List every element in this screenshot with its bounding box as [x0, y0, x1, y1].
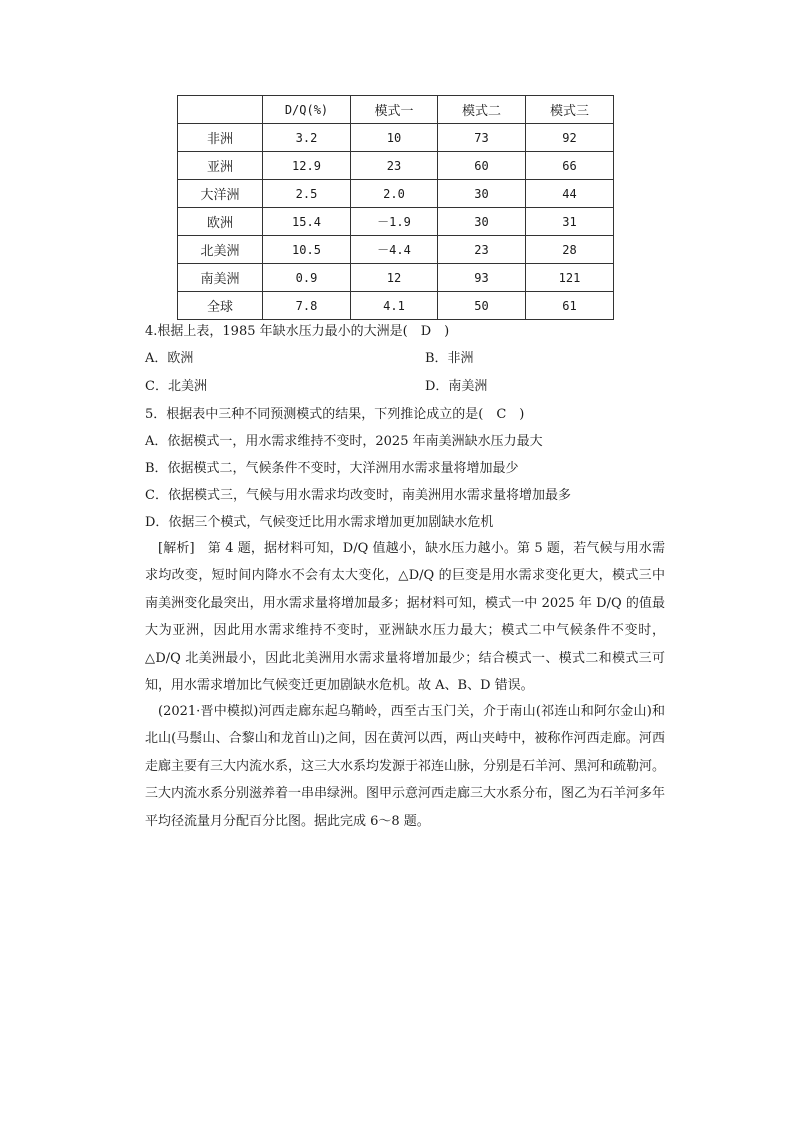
table-cell: 92	[526, 124, 614, 152]
q4-option-d: D．南美洲	[425, 379, 488, 394]
table-cell: 2.0	[351, 180, 438, 208]
table-cell: 61	[526, 292, 614, 320]
table-cell: 30	[438, 208, 526, 236]
table-row	[178, 264, 614, 292]
header-cell: 模式三	[526, 96, 614, 124]
table-cell: 66	[526, 152, 614, 180]
table-cell: 28	[526, 236, 614, 264]
table-cell: 23	[351, 152, 438, 180]
q5-option-c: C．依据模式三，气候与用水需求均改变时，南美洲用水需求量将增加最多	[145, 488, 571, 503]
table-cell: 北美洲	[178, 236, 263, 264]
table-row	[178, 292, 614, 320]
table-cell: 50	[438, 292, 526, 320]
water-stress-table	[177, 95, 614, 320]
table-row	[178, 236, 614, 264]
table-cell: 亚洲	[178, 152, 263, 180]
passage-paragraph: (2021·晋中模拟)河西走廊东起乌鞘岭，西至古玉门关，介于南山(祁连山和阿尔金山)和北山(马鬃山、合黎山和龙首山)之间，因在黄河以西，两山夹峙中，被称作河西走廊。河西走廊主要有三大内流水系，这三大水系均发源于祁连山脉，分别是石羊河、黑河和疏勒河。三大内流水系分别滋养着一串串绿洲。图甲示意河西走廊三大水系分布，图乙为石羊河多年平均径流量月分配百分比图。据此完成 6～8 题。	[145, 704, 666, 829]
table-cell: 12.9	[263, 152, 351, 180]
q4-option-a: A．欧洲	[145, 351, 194, 366]
table-cell: 0.9	[263, 264, 351, 292]
table-row	[178, 124, 614, 152]
table-cell: 44	[526, 180, 614, 208]
header-cell: D/Q(%)	[263, 96, 351, 124]
table-cell: 12	[351, 264, 438, 292]
table-cell: 15.4	[263, 208, 351, 236]
table-cell: 4.1	[351, 292, 438, 320]
q4-option-c: C．北美洲	[145, 379, 207, 394]
table-cell: 3.2	[263, 124, 351, 152]
table-row	[178, 208, 614, 236]
table-cell: 31	[526, 208, 614, 236]
table-cell: －4.4	[351, 236, 438, 264]
table-cell: 非洲	[178, 124, 263, 152]
table-cell: 121	[526, 264, 614, 292]
table-cell: 7.8	[263, 292, 351, 320]
q5-option-a: A．依据模式一，用水需求维持不变时，2025 年南美洲缺水压力最大	[145, 434, 543, 449]
table-cell: 23	[438, 236, 526, 264]
table-cell: 73	[438, 124, 526, 152]
header-cell: 模式一	[351, 96, 438, 124]
table-header-row	[178, 96, 614, 124]
analysis-paragraph: [解析] 第 4 题，据材料可知，D/Q 值越小，缺水压力越小。第 5 题，若气候与用水需求均改变，短时间内降水不会有太大变化，△D/Q 的巨变是用水需求变化更大，模式三中南美洲变化最突出，用水需求量将增加最多；据材料可知，模式一中 2025 年 D/Q 的值最大为亚洲，因此用水需求维持不变时，亚洲缺水压力最大；模式二中气候条件不变时，△D/Q 北美洲最小，因此北美洲用水需求量将增加最少；结合模式一、模式二和模式三可知，用水需求增加比气候变迁更加剧缺水危机。故 A、B、D 错误。	[145, 541, 665, 694]
table-cell: 10	[351, 124, 438, 152]
table-cell: 大洋洲	[178, 180, 263, 208]
table-cell: 60	[438, 152, 526, 180]
question-4-stem: 4.根据上表，1985 年缺水压力最小的大洲是( D )	[145, 324, 450, 339]
table-row	[178, 180, 614, 208]
table-cell: 全球	[178, 292, 263, 320]
q5-option-b: B．依据模式二，气候条件不变时，大洋洲用水需求量将增加最少	[145, 461, 519, 476]
q4-option-b: B．非洲	[425, 351, 474, 366]
header-cell	[178, 96, 263, 124]
table-cell: 欧洲	[178, 208, 263, 236]
table-cell: 南美洲	[178, 264, 263, 292]
table-cell: 30	[438, 180, 526, 208]
table-cell: 93	[438, 264, 526, 292]
table-row	[178, 152, 614, 180]
q5-option-d: D．依据三个模式，气候变迁比用水需求增加更加剧缺水危机	[145, 515, 494, 530]
table-cell: －1.9	[351, 208, 438, 236]
question-5-stem: 5．根据表中三种不同预测模式的结果，下列推论成立的是( C )	[145, 407, 525, 422]
header-cell: 模式二	[438, 96, 526, 124]
table-cell: 10.5	[263, 236, 351, 264]
table-cell: 2.5	[263, 180, 351, 208]
